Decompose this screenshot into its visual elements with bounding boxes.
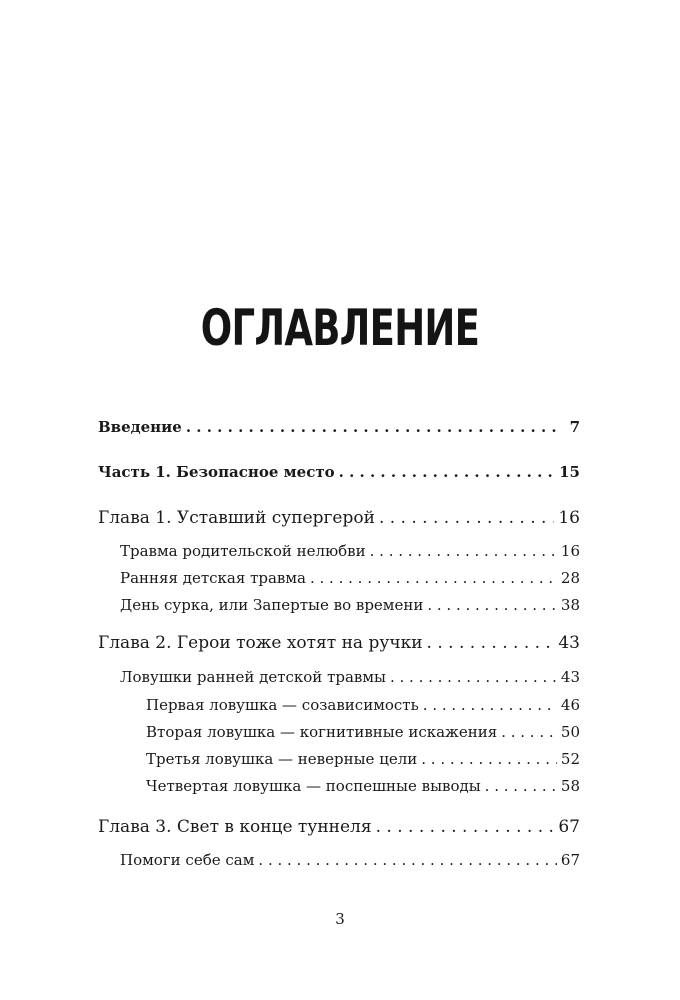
toc-entry-section bbox=[120, 594, 580, 616]
toc-entry-page: 67 bbox=[558, 817, 580, 837]
dot-leader bbox=[501, 721, 557, 743]
toc-entry-page: 16 bbox=[560, 542, 580, 560]
dot-leader bbox=[379, 507, 554, 529]
dot-leader bbox=[423, 694, 557, 716]
toc-entry-label: Введение bbox=[98, 418, 182, 436]
toc-entry-part-1 bbox=[98, 461, 580, 483]
toc-entry-label: Травма родительской нелюбви bbox=[120, 542, 366, 560]
toc-entry-chapter-1 bbox=[98, 507, 580, 529]
toc-entry-page: 16 bbox=[558, 508, 580, 528]
toc-entry-page: 15 bbox=[559, 463, 580, 481]
toc-entry-page: 43 bbox=[558, 633, 580, 653]
dot-leader bbox=[421, 748, 557, 770]
toc-entry-page: 52 bbox=[560, 750, 580, 768]
page-number: 3 bbox=[335, 910, 345, 928]
toc-entry-label: Часть 1. Безопасное место bbox=[98, 463, 335, 481]
toc-entry-subsection bbox=[146, 775, 580, 797]
dot-leader bbox=[370, 540, 557, 562]
toc-entry-page: 58 bbox=[560, 777, 580, 795]
toc-entry-page: 38 bbox=[560, 596, 580, 614]
dot-leader bbox=[390, 666, 557, 688]
toc-entry-page: 43 bbox=[560, 668, 580, 686]
toc-entry-page: 7 bbox=[569, 418, 580, 436]
toc-entry-label: Третья ловушка — неверные цели bbox=[146, 750, 418, 768]
toc-entry-chapter-3 bbox=[98, 816, 580, 838]
toc-entry-subsection bbox=[146, 694, 580, 716]
dot-leader bbox=[427, 594, 557, 616]
toc-entry-label: День сурка, или Запертые во времени bbox=[120, 596, 424, 614]
dot-leader bbox=[485, 775, 557, 797]
toc-entry-page: 67 bbox=[560, 851, 580, 869]
dot-leader bbox=[258, 849, 557, 871]
page-title: ОГЛАВЛЕНИЕ bbox=[200, 299, 480, 357]
dot-leader bbox=[186, 416, 562, 438]
toc-entry-label: Вторая ловушка — когнитивные искажения bbox=[146, 723, 498, 741]
toc-entry-section bbox=[120, 567, 580, 589]
toc-entry-subsection bbox=[146, 721, 580, 743]
toc-entry-section bbox=[120, 666, 580, 688]
toc-entry-label: Помоги себе сам bbox=[120, 851, 255, 869]
toc-entry-label: Первая ловушка — созависимость bbox=[146, 696, 419, 714]
toc-entry-label: Глава 1. Уставший супергерой bbox=[98, 508, 375, 528]
toc-entry-page: 50 bbox=[560, 723, 580, 741]
toc-entry-label: Глава 2. Герои тоже хотят на ручки bbox=[98, 633, 423, 653]
toc-entry-section bbox=[120, 540, 580, 562]
dot-leader bbox=[339, 461, 555, 483]
dot-leader bbox=[310, 567, 557, 589]
dot-leader bbox=[427, 632, 555, 654]
toc-entry-label: Четвертая ловушка — поспешные выводы bbox=[146, 777, 481, 795]
toc-entry-chapter-2 bbox=[98, 632, 580, 654]
dot-leader bbox=[376, 816, 555, 838]
toc-entry-subsection bbox=[146, 748, 580, 770]
toc-entry-section bbox=[120, 849, 580, 871]
toc-entry-page: 28 bbox=[560, 569, 580, 587]
toc-entry-label: Ловушки ранней детской травмы bbox=[120, 668, 386, 686]
toc-entry-introduction bbox=[98, 416, 580, 438]
toc-entry-label: Ранняя детская травма bbox=[120, 569, 306, 587]
toc-entry-page: 46 bbox=[560, 696, 580, 714]
toc-entry-label: Глава 3. Свет в конце туннеля bbox=[98, 817, 372, 837]
